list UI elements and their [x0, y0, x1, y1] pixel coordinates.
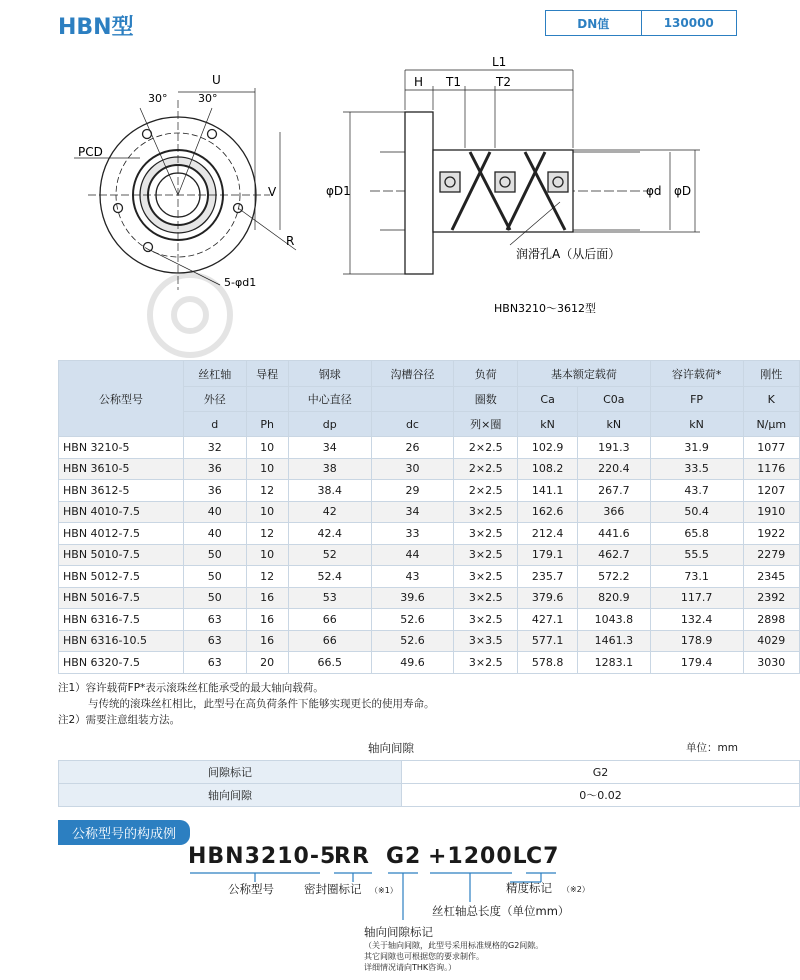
table-cell: 55.5	[650, 544, 743, 566]
table-cell: 220.4	[578, 458, 651, 480]
table-cell: 26	[371, 437, 454, 459]
table-cell: 179.4	[650, 652, 743, 674]
table-cell: 820.9	[578, 587, 651, 609]
table-cell: 50	[184, 544, 247, 566]
table-cell: 40	[184, 501, 247, 523]
table-cell: 49.6	[371, 652, 454, 674]
table-cell: 33.5	[650, 458, 743, 480]
watermark-logo	[150, 275, 230, 355]
label-seal-note: （※1）	[370, 886, 398, 895]
table-cell: 52.6	[371, 630, 454, 652]
table-cell: 52.4	[288, 566, 371, 588]
front-view	[74, 88, 296, 290]
label-seal: 密封圈标记	[304, 882, 362, 896]
table-cell: 178.9	[650, 630, 743, 652]
table-cell: 63	[184, 609, 247, 631]
table-cell: 2392	[743, 587, 799, 609]
dim-t2: T2	[496, 75, 511, 89]
table-cell: 73.1	[650, 566, 743, 588]
table-cell: 267.7	[578, 480, 651, 502]
table-row	[59, 609, 800, 631]
table-cell: 132.4	[650, 609, 743, 631]
table-cell: 1910	[743, 501, 799, 523]
header-allow-1: 容许载荷*	[650, 361, 743, 387]
table-cell: 38	[288, 458, 371, 480]
table-cell: 3×2.5	[454, 544, 518, 566]
table-cell: 379.6	[518, 587, 578, 609]
dim-d-large: φD	[674, 184, 692, 198]
table-cell: HBN 3612-5	[59, 480, 184, 502]
table-cell: HBN 6320-7.5	[59, 652, 184, 674]
table-cell: HBN 4012-7.5	[59, 523, 184, 545]
header-shaft-3: d	[184, 412, 247, 437]
table-row	[59, 544, 800, 566]
table-cell: 65.8	[650, 523, 743, 545]
header-groove-1: 沟槽谷径	[371, 361, 454, 387]
code-length: +1200L	[428, 844, 528, 869]
table-row	[59, 523, 800, 545]
table-cell: 1461.3	[578, 630, 651, 652]
header-stiff-1: 刚性	[743, 361, 799, 387]
table-row	[59, 566, 800, 588]
header-lead-2: Ph	[246, 412, 288, 437]
header-stiff-3: N/μm	[743, 412, 799, 437]
table-cell: 44	[371, 544, 454, 566]
table-cell: 162.6	[518, 501, 578, 523]
table-cell: 1922	[743, 523, 799, 545]
gap-row1-value: G2	[402, 761, 800, 784]
table-cell: 36	[184, 458, 247, 480]
dim-t1: T1	[446, 75, 461, 89]
header-ca-1: Ca	[518, 387, 578, 412]
table-cell: 366	[578, 501, 651, 523]
table-cell: 30	[371, 458, 454, 480]
table-cell: 10	[246, 501, 288, 523]
dim-angle-1: 30°	[148, 92, 168, 105]
header-shaft-1: 丝杠轴	[184, 361, 247, 387]
table-cell: 1043.8	[578, 609, 651, 631]
table-cell: 235.7	[518, 566, 578, 588]
table-cell: 3×2.5	[454, 523, 518, 545]
table-cell: 33	[371, 523, 454, 545]
table-cell: 32	[184, 437, 247, 459]
table-cell: 427.1	[518, 609, 578, 631]
table-cell: 1283.1	[578, 652, 651, 674]
table-cell: 40	[184, 523, 247, 545]
table-cell: 191.3	[578, 437, 651, 459]
table-cell: HBN 5016-7.5	[59, 587, 184, 609]
table-cell: 10	[246, 437, 288, 459]
technical-drawing	[0, 40, 800, 360]
header-model: 公称型号	[59, 361, 184, 437]
header-circuits-1: 负荷	[454, 361, 518, 387]
code-gap: G2	[386, 844, 422, 869]
table-cell: HBN 3610-5	[59, 458, 184, 480]
table-cell: HBN 3210-5	[59, 437, 184, 459]
table-row	[59, 630, 800, 652]
table-cell: 20	[246, 652, 288, 674]
table-row	[59, 587, 800, 609]
table-cell: 31.9	[650, 437, 743, 459]
dn-value-box	[545, 10, 737, 36]
dim-d-small: φd	[646, 184, 662, 198]
label-grade: 精度标记	[506, 881, 552, 895]
table-cell: 577.1	[518, 630, 578, 652]
table-cell: 43	[371, 566, 454, 588]
table-cell: 29	[371, 480, 454, 502]
table-row	[59, 437, 800, 459]
table-cell: 179.1	[518, 544, 578, 566]
header-shaft-2: 外径	[184, 387, 247, 412]
table-cell: 462.7	[578, 544, 651, 566]
dim-d1: φD1	[326, 184, 351, 198]
table-cell: 3×2.5	[454, 501, 518, 523]
table-cell: 12	[246, 566, 288, 588]
header-ball-3: dp	[288, 412, 371, 437]
table-cell: 34	[288, 437, 371, 459]
gap-note-2: 其它间隙也可根据您的要求制作。	[364, 952, 484, 961]
dim-r: R	[286, 234, 295, 248]
header-ca-2: kN	[518, 412, 578, 437]
table-cell: 572.2	[578, 566, 651, 588]
table-cell: 3×2.5	[454, 652, 518, 674]
header-basic-load: 基本额定载荷	[518, 361, 650, 387]
table-cell: HBN 6316-7.5	[59, 609, 184, 631]
table-cell: HBN 5010-7.5	[59, 544, 184, 566]
label-gap: 轴向间隙标记	[364, 925, 433, 939]
gap-note-3: 详细情况请向THK咨询。）	[364, 963, 457, 972]
table-cell: 2279	[743, 544, 799, 566]
gap-row2-value: 0～0.02	[402, 784, 800, 807]
dim-pcd: PCD	[78, 145, 103, 159]
label-grade-note: （※2）	[562, 885, 590, 894]
page-title: HBN型	[58, 15, 134, 40]
table-cell: 42.4	[288, 523, 371, 545]
table-cell: 2×2.5	[454, 437, 518, 459]
dim-u: U	[212, 73, 221, 87]
table-cell: 38.4	[288, 480, 371, 502]
code-seal: RR	[334, 844, 370, 869]
table-cell: 102.9	[518, 437, 578, 459]
table-cell: 1176	[743, 458, 799, 480]
dim-holes: 5-φd1	[224, 276, 257, 289]
header-groove-2: dc	[371, 412, 454, 437]
note-1: 注1）容许载荷FP*表示滚珠丝杠能承受的最大轴向载荷。	[58, 682, 324, 694]
label-model: 公称型号	[228, 882, 274, 896]
dim-angle-2: 30°	[198, 92, 218, 105]
table-cell: 63	[184, 630, 247, 652]
dim-l1: L1	[492, 55, 507, 69]
table-cell: 12	[246, 523, 288, 545]
header-circuits-2: 圈数	[454, 387, 518, 412]
header-ball-2: 中心直径	[288, 387, 371, 412]
table-cell: HBN 6316-10.5	[59, 630, 184, 652]
dim-v: V	[268, 185, 277, 199]
gap-table	[58, 760, 800, 807]
gap-row2-label: 轴向间隙	[59, 784, 402, 807]
drawing-caption: HBN3210～3612型	[494, 302, 597, 315]
table-row	[59, 458, 800, 480]
table-row	[59, 652, 800, 674]
table-cell: 50	[184, 566, 247, 588]
table-cell: 2×2.5	[454, 480, 518, 502]
header-allow-2: FP	[650, 387, 743, 412]
table-cell: 3×3.5	[454, 630, 518, 652]
table-cell: 52.6	[371, 609, 454, 631]
table-cell: 2×2.5	[454, 458, 518, 480]
table-cell: 16	[246, 609, 288, 631]
dim-h: H	[414, 75, 424, 89]
table-cell: 441.6	[578, 523, 651, 545]
table-cell: 141.1	[518, 480, 578, 502]
table-cell: 34	[371, 501, 454, 523]
header-coa-1: C0a	[578, 387, 651, 412]
spec-table	[58, 360, 800, 674]
header-coa-2: kN	[578, 412, 651, 437]
header-circuits-3: 列×圈	[454, 412, 518, 437]
table-cell: 1207	[743, 480, 799, 502]
table-cell: 66	[288, 630, 371, 652]
table-cell: 3×2.5	[454, 587, 518, 609]
table-cell: 66.5	[288, 652, 371, 674]
table-row	[59, 501, 800, 523]
header-stiff-2: K	[743, 387, 799, 412]
lube-hole-label: 润滑孔A（从后面）	[516, 247, 621, 261]
table-cell: 50	[184, 587, 247, 609]
gap-row1-label: 间隙标记	[59, 761, 402, 784]
gap-unit: 单位：mm	[686, 742, 738, 754]
table-cell: 2898	[743, 609, 799, 631]
config-heading: 公称型号的构成例	[58, 820, 190, 845]
header-lead-1: 导程	[246, 361, 288, 387]
table-cell: 16	[246, 630, 288, 652]
note-1-cont: 与传统的滚珠丝杠相比，此型号在高负荷条件下能够实现更长的使用寿命。	[88, 698, 435, 710]
table-cell: 36	[184, 480, 247, 502]
table-cell: 10	[246, 544, 288, 566]
note-2: 注2）需要注意组装方法。	[58, 714, 181, 726]
header-allow-3: kN	[650, 412, 743, 437]
table-cell: 108.2	[518, 458, 578, 480]
table-cell: 212.4	[518, 523, 578, 545]
gap-note-1: （关于轴向间隙，此型号采用标准规格的G2间隙。	[364, 941, 544, 950]
table-cell: 3030	[743, 652, 799, 674]
gap-title: 轴向间隙	[368, 741, 414, 755]
table-cell: 50.4	[650, 501, 743, 523]
table-cell: 3×2.5	[454, 566, 518, 588]
label-length: 丝杠轴总长度（单位mm）	[432, 904, 570, 918]
header-ball-1: 钢球	[288, 361, 371, 387]
table-cell: 53	[288, 587, 371, 609]
table-cell: 16	[246, 587, 288, 609]
table-row	[59, 480, 800, 502]
dn-label: DN值	[546, 11, 642, 35]
table-cell: 10	[246, 458, 288, 480]
table-cell: 1077	[743, 437, 799, 459]
table-cell: 117.7	[650, 587, 743, 609]
table-cell: 578.8	[518, 652, 578, 674]
table-cell: 66	[288, 609, 371, 631]
table-cell: 63	[184, 652, 247, 674]
table-cell: 2345	[743, 566, 799, 588]
side-view	[343, 70, 700, 274]
table-cell: 52	[288, 544, 371, 566]
table-cell: 43.7	[650, 480, 743, 502]
table-cell: 39.6	[371, 587, 454, 609]
table-cell: HBN 4010-7.5	[59, 501, 184, 523]
code-grade: C7	[526, 844, 560, 869]
dn-value: 130000	[663, 16, 714, 30]
table-cell: 12	[246, 480, 288, 502]
table-cell: 4029	[743, 630, 799, 652]
table-cell: 3×2.5	[454, 609, 518, 631]
table-cell: 42	[288, 501, 371, 523]
table-cell: HBN 5012-7.5	[59, 566, 184, 588]
code-model: HBN3210-5	[188, 844, 337, 869]
